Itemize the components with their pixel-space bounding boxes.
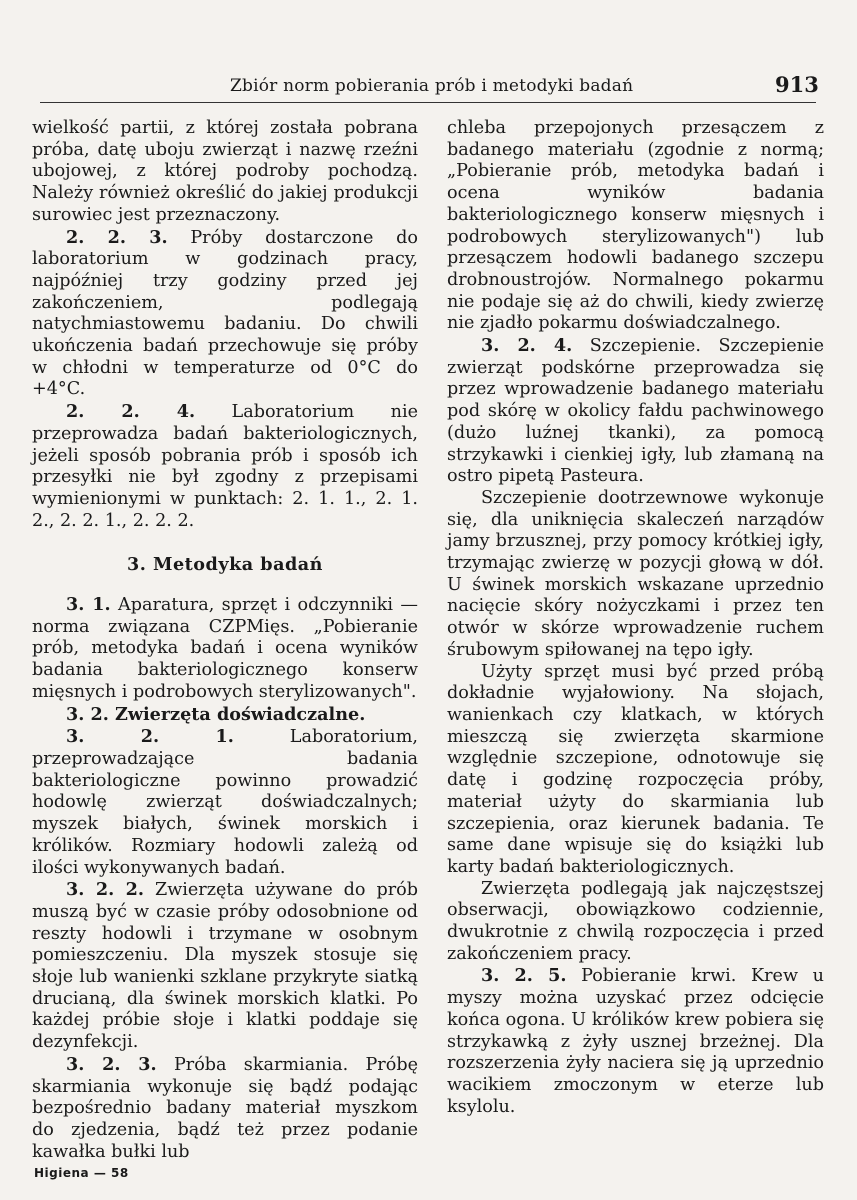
paragraph-2-2-4 [32,401,418,532]
paragraph-text: Szczepienie. Szczepienie zwierząt podskórne przeprowadza się przez wprowadzenie badanego materiału pod skórę w okolicy fałdu pachwinowego (dużo luźnej tkanki), za pomocą strzykawki i cienkiej igły, lub złamaną na ostro pipetą Pasteura. [447,336,824,487]
paragraph-text: Próba skarmiania. Próbę skarmiania wykonuje się bądź podając bezpośrednio badany materiał myszkom do zjedzenia, bądź też przez podanie kawałka bułki lub [32,1054,418,1162]
paragraph-3-1 [32,594,418,704]
paragraph-continued: chleba przepojonych przesączem z badanego materiału (zgodnie z normą; „Pobieranie prób, metodyka badań i ocena wyników badania bakteriologicznego konserw mięsnych i podrobowych sterylizowanych") lub przesączem hodowli badanego szczepu drobnoustrojów. Normalnego pokarmu nie podaje się aż do chwili, kiedy zwierzę nie zjadło pokarmu doświadczalnego. [447,118,824,334]
paragraph-2-2-3 [32,227,418,402]
section-number: 3. 2. 2. [66,879,145,901]
paragraph-3-2-2 [32,879,418,1054]
section-number: 2. 2. 3. [66,226,168,248]
section-number: 3. 1. [66,594,111,616]
paragraph-3-2 [32,704,418,727]
page-number: 913 [775,72,819,97]
section-heading: 3. Metodyka badań [127,554,323,576]
paragraph-3-2-1 [32,726,418,879]
paragraph-intraperitoneal: Szczepienie dootrzewnowe wykonuje się, dla uniknięcia skaleczeń narządów jamy brzusznej, przy pomocy krótkiej igły, trzymając zwierzę w pozycji głową w dół. U świnek morskich wskazane uprzednio nacięcie skóry nożyczkami i przez ten otwór w skórze wprowadzenie ruchem śrubowym spiłowanej na tępo igły. [447,487,824,660]
left-column [32,118,418,1163]
running-header [40,70,820,104]
paragraph-text: Zwierzęta używane do prób muszą być w czasie próby odosobnione od reszty hodowli i trzymane w osobnym pomieszczeniu. Dla myszek stosuje się słoje lub wanienki szklane przykryte siatką drucianą, dla świnek morskich klatki. Po każdej próbie słoje i klatki poddaje się dezynfekcji. [32,880,418,1053]
right-column [447,118,824,1118]
footer-signature: Higiena — 58 [34,1166,129,1180]
paragraph-3-2-4 [447,335,824,488]
paragraph-equipment: Użyty sprzęt musi być przed próbą dokładnie wyjałowiony. Na słojach, wanienkach czy klatkach, w których mieszczą się zwierzęta skarmione względnie szczepione, odnotowuje się datę i godzinę rozpoczęcia próby, materiał użyty do skarmiania lub szczepienia, oraz kierunek badania. Te same dane wpisuje się do książki lub karty badań bakteriologicznych. [447,661,824,877]
paragraph-text: Aparatura, sprzęt i odczynniki — norma związana CZPMięs. „Pobieranie prób, metodyka badań i ocena wyników badania bakteriologicznego konserw mięsnych i podrobowych sterylizowanych". [32,595,418,702]
section-number: 3. 2. 3. [66,1053,157,1075]
paragraph-continued: wielkość partii, z której została pobrana próba, datę uboju zwierząt i nazwę rzeźni ubojowej, z której podroby pochodzą. Należy również określić do jakiej produkcji surowiec jest przeznaczony. [32,118,418,225]
section-number: 3. 2. 5. [481,965,567,987]
paragraph-text: Laboratorium nie przeprowadza badań bakteriologicznych, jeżeli sposób pobrania prób i sposób ich przesyłki nie był zgodny z przepisami wymienionymi w punktach: 2. 1. 1., 2. 1. 2., 2. 2. 1., 2. 2. 2. [32,402,418,531]
paragraph-observation: Zwierzęta podlegają jak najczęstszej obserwacji, obowiązkowo codziennie, dwukrotnie z chwilą rozpoczęcia i przed zakończeniem pracy. [447,878,824,964]
section-number: 2. 2. 4. [66,401,196,423]
paragraph-3-2-3 [32,1054,418,1164]
section-number: 3. 2. 1. [66,726,234,748]
paragraph-3-2-5 [447,965,824,1118]
section-number: 3. 2. [66,703,109,725]
section-number: 3. 2. 4. [481,335,573,357]
subsection-title: Zwierzęta doświadczalne. [108,703,366,725]
header-rule [40,102,816,103]
paragraph-text: Pobieranie krwi. Krew u myszy można uzyskać przez odcięcie końca ogona. U królików krew pobiera się strzykawką z żyły usznej brzeżnej. Dla rozszerzenia żyły naciera się ją uprzednio wacikiem zmoczonym w eterze lub ksylolu. [447,966,824,1117]
paragraph-text: Próby dostarczone do laboratorium w godzinach pracy, najpóźniej trzy godziny przed jej zakończeniem, podlegają natychmiastowemu badaniu. Do chwili ukończenia badań przechowuje się próby w chłodni w temperaturze od 0°C do +4°C. [32,227,418,400]
header-title: Zbiór norm pobierania prób i metodyki badań [230,76,634,96]
paragraph-text: Laboratorium, przeprowadzające badania bakteriologiczne powinno prowadzić hodowlę zwierząt doświadczalnych; myszek białych, świnek morskich i królików. Rozmiary hodowli zależą od ilości wykonywanych badań. [32,727,419,878]
